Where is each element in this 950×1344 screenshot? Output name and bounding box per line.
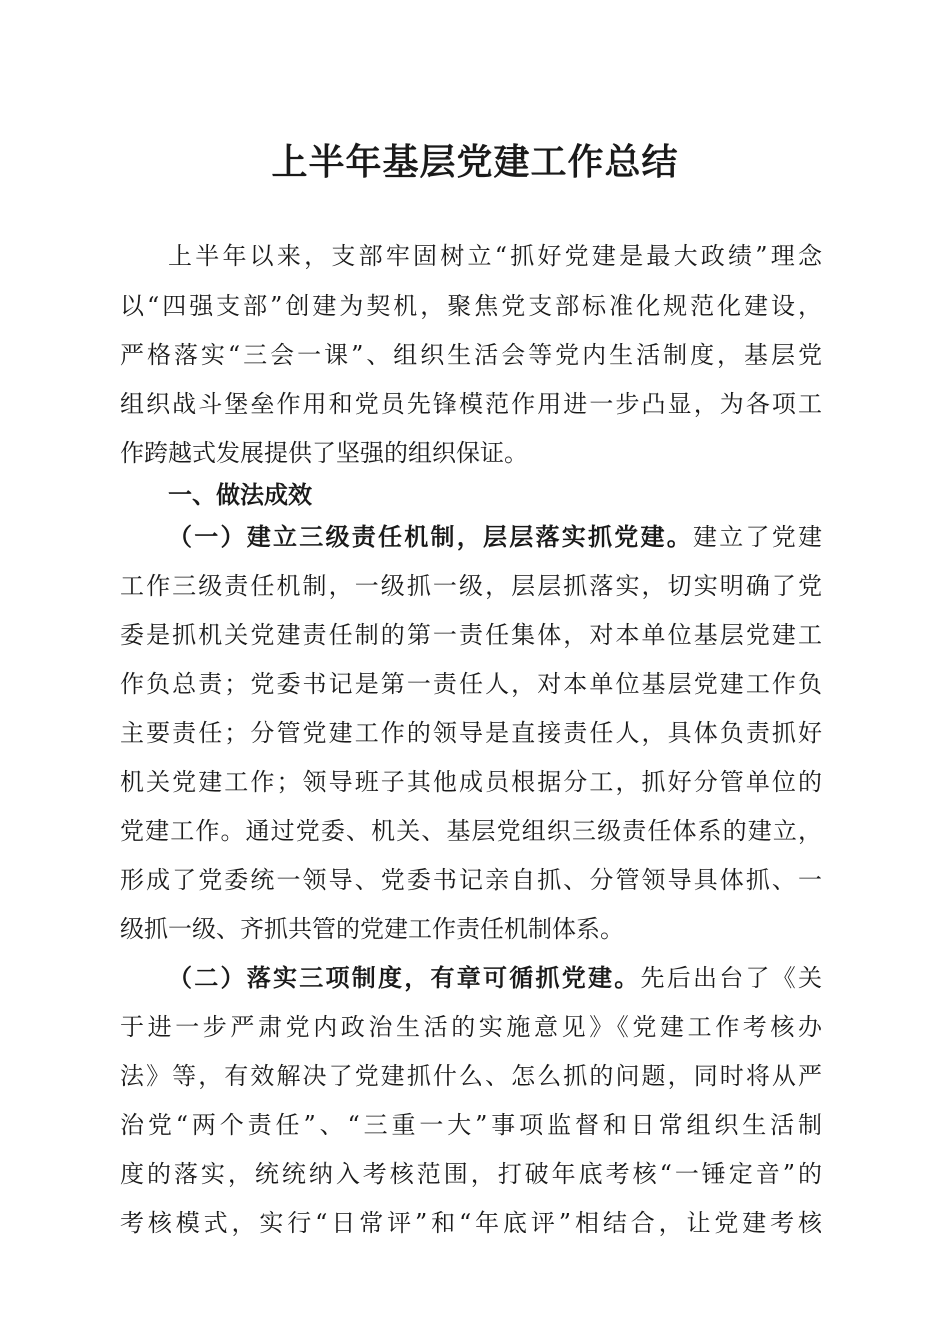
item1-line: 形成了党委统一领导、党委书记亲自抓、分管领导具体抓、一 bbox=[120, 866, 822, 894]
item1-line: 主要责任；分管党建工作的领导是直接责任人，具体负责抓好 bbox=[120, 719, 822, 747]
intro-line: 组织战斗堡垒作用和党员先锋模范作用进一步凸显，为各项工 bbox=[120, 390, 822, 418]
item1-lead: （一）建立三级责任机制，层层落实抓党建。 bbox=[168, 522, 693, 551]
item2-line: 考核模式，实行“日常评”和“年底评”相结合，让党建考核 bbox=[120, 1209, 822, 1237]
intro-line: 上半年以来，支部牢固树立“抓好党建是最大政绩”理念 bbox=[168, 242, 822, 270]
intro-line: 严格落实“三会一课”、组织生活会等党内生活制度，基层党 bbox=[120, 341, 822, 369]
item1-first-line-rest: 建立了党建 bbox=[693, 523, 822, 551]
intro-line: 以“四强支部”创建为契机，聚焦党支部标准化规范化建设， bbox=[120, 292, 822, 320]
item2-lead: （二）落实三项制度，有章可循抓党建。 bbox=[168, 963, 641, 992]
item1-line: 机关党建工作；领导班子其他成员根据分工，抓好分管单位的 bbox=[120, 768, 822, 796]
item2-line: 治党“两个责任”、“三重一大”事项监督和日常组织生活制 bbox=[120, 1111, 822, 1139]
document-title: 上半年基层党建工作总结 bbox=[271, 141, 679, 183]
item1-line: 工作三级责任机制，一级抓一级，层层抓落实，切实明确了党 bbox=[120, 572, 822, 600]
item2-line: 度的落实，统统纳入考核范围，打破年底考核“一锤定音”的 bbox=[120, 1160, 822, 1188]
item2-first-line-rest: 先后出台了《关 bbox=[640, 964, 822, 992]
intro-line: 作跨越式发展提供了坚强的组织保证。 bbox=[120, 439, 528, 467]
section-heading: 一、做法成效 bbox=[168, 481, 312, 509]
item1-first-line bbox=[168, 519, 822, 555]
item2-first-line bbox=[168, 960, 822, 996]
item1-line: 级抓一级、齐抓共管的党建工作责任机制体系。 bbox=[120, 915, 624, 943]
item1-line: 作负总责；党委书记是第一责任人，对本单位基层党建工作负 bbox=[120, 670, 822, 698]
item1-line: 党建工作。通过党委、机关、基层党组织三级责任体系的建立， bbox=[120, 817, 822, 845]
item2-line: 法》等，有效解决了党建抓什么、怎么抓的问题，同时将从严 bbox=[120, 1062, 822, 1090]
item2-line: 于进一步严肃党内政治生活的实施意见》《党建工作考核办 bbox=[120, 1013, 822, 1041]
item1-line: 委是抓机关党建责任制的第一责任集体，对本单位基层党建工 bbox=[120, 621, 822, 649]
